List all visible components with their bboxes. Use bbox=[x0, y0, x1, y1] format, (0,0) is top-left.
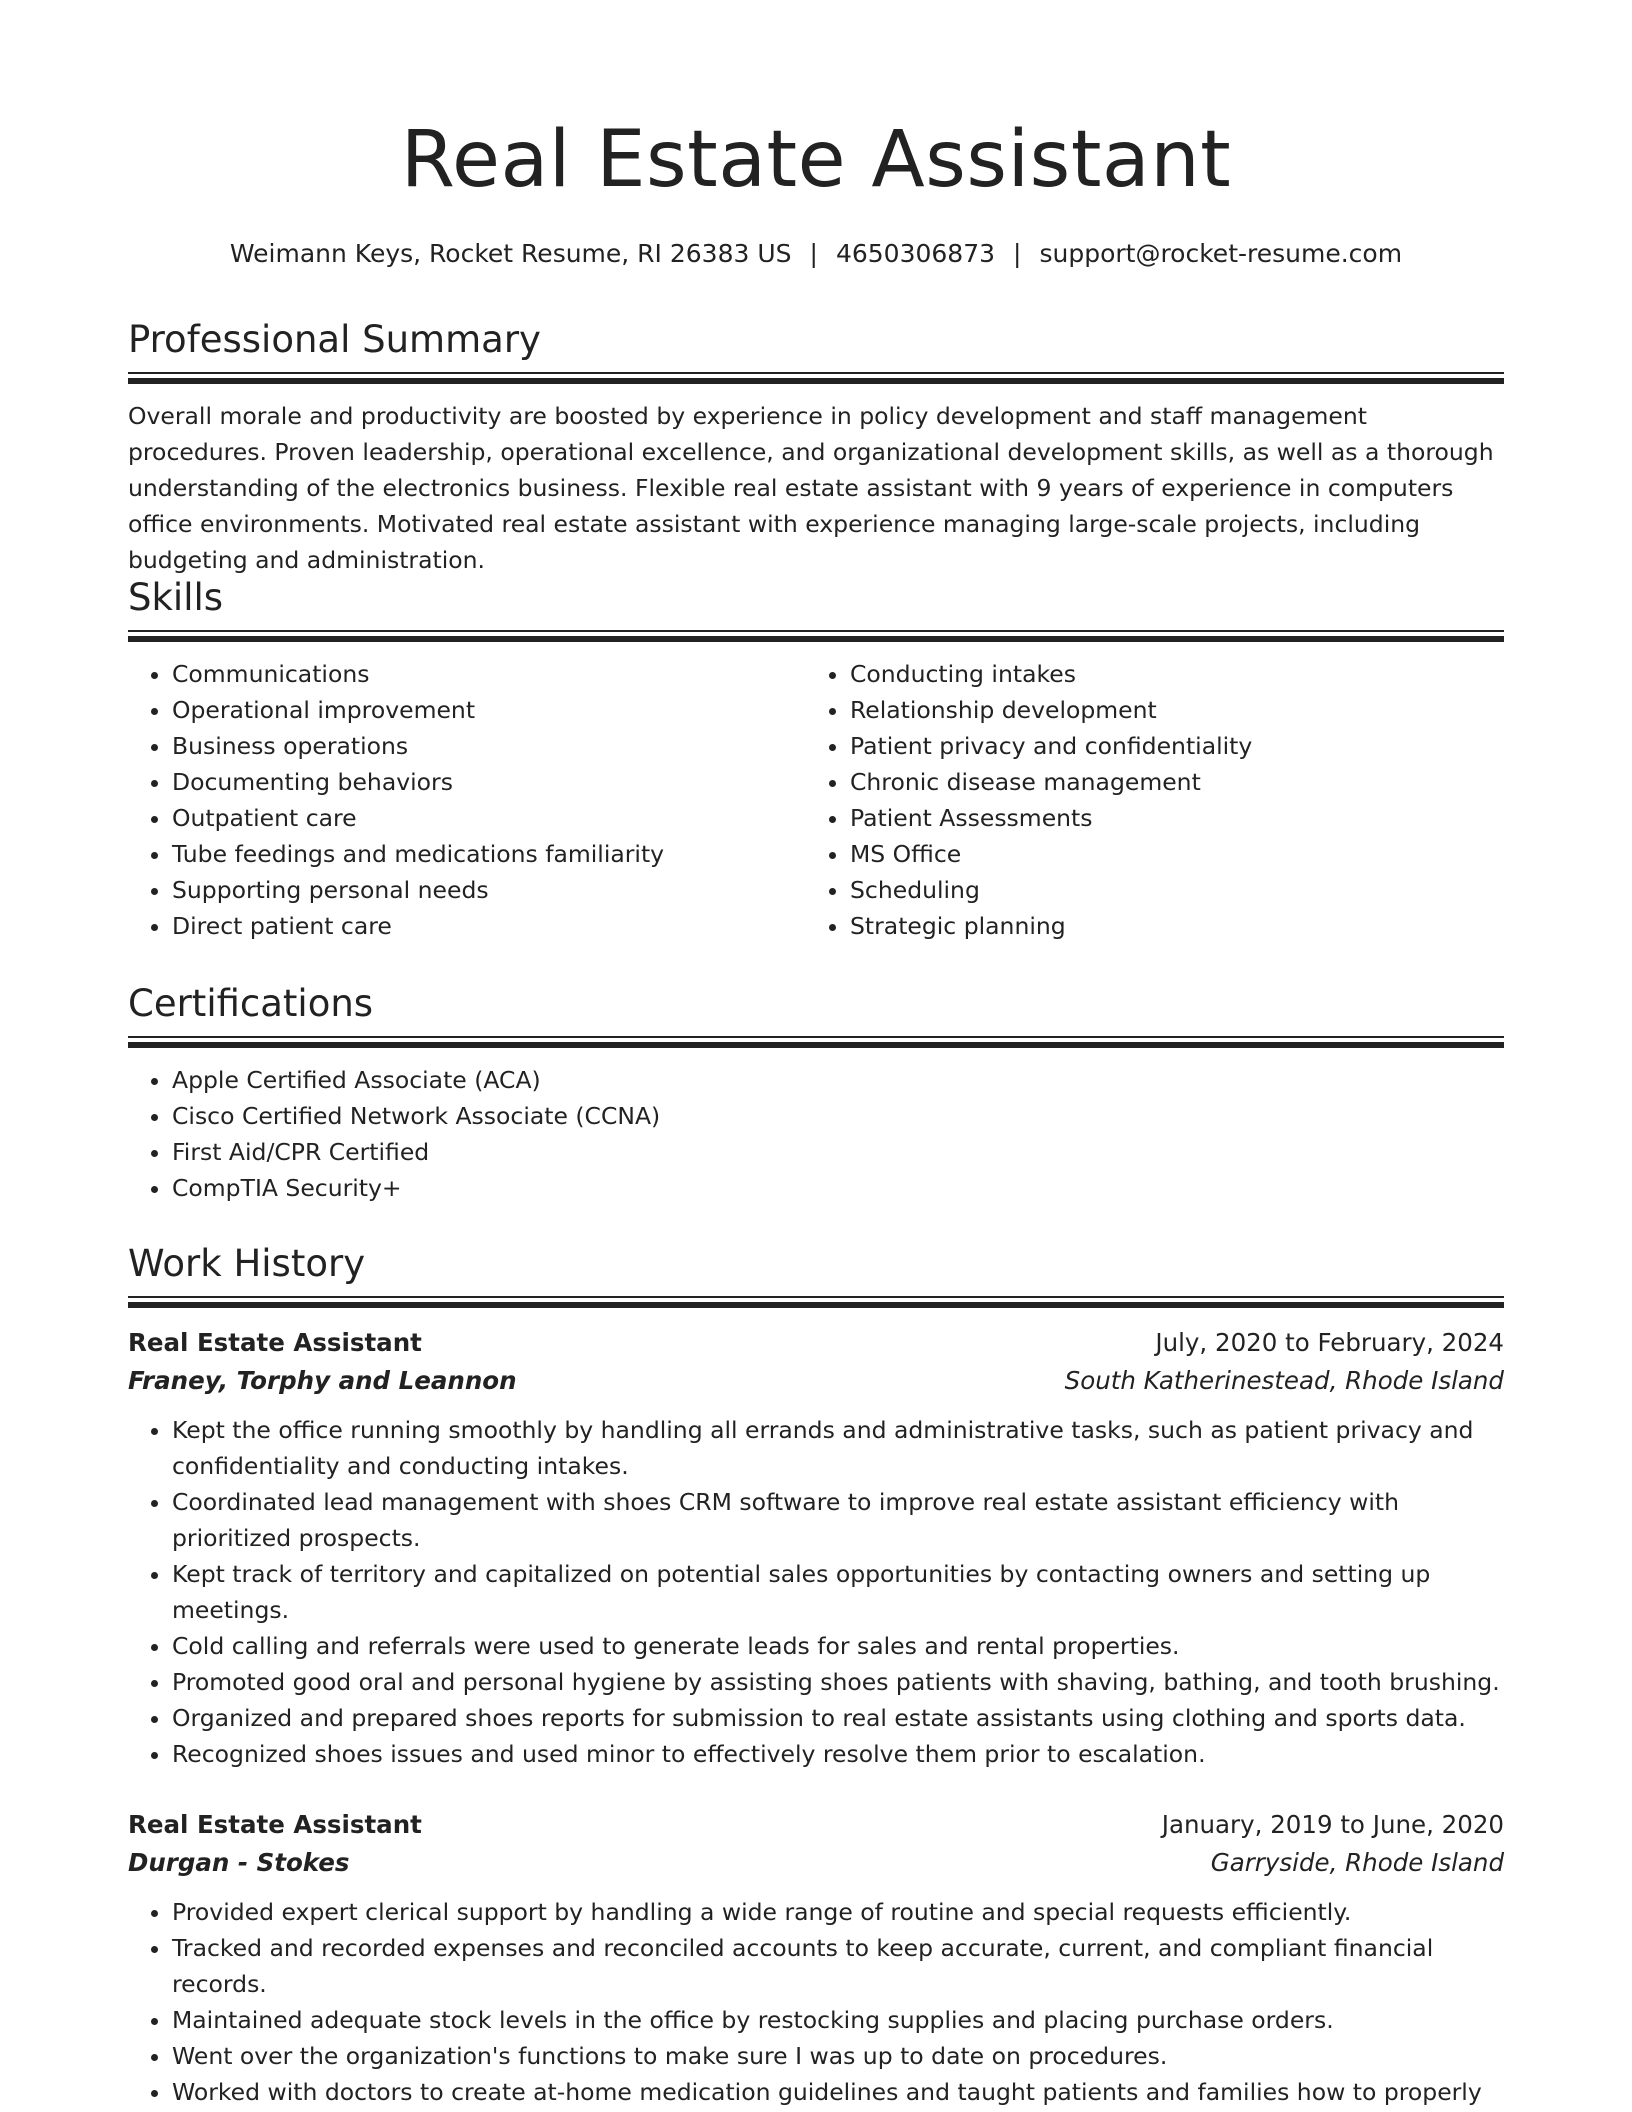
job-bullet: • Provided expert clerical support by handling a wide range of routine and special requests efficiently. bbox=[172, 1894, 1504, 1930]
job-dates: July, 2020 to February, 2024 bbox=[1155, 1328, 1504, 1358]
certification-item: • Cisco Certified Network Associate (CCNA) bbox=[172, 1098, 1504, 1134]
certification-list bbox=[128, 1062, 1504, 1206]
skill-item: • Chronic disease management bbox=[850, 764, 1484, 800]
skills-column-right bbox=[806, 656, 1484, 944]
work-history-section bbox=[128, 1242, 1504, 2110]
skills-columns bbox=[128, 656, 1504, 944]
job-location: Garryside, Rhode Island bbox=[1210, 1848, 1504, 1878]
certification-item: • Apple Certified Associate (ACA) bbox=[172, 1062, 1504, 1098]
skill-item: • Business operations bbox=[172, 728, 806, 764]
section-divider bbox=[128, 1296, 1504, 1308]
section-divider bbox=[128, 1036, 1504, 1048]
job-bullets bbox=[128, 1894, 1504, 2110]
section-title: Work History bbox=[128, 1242, 366, 1285]
skill-item: • Tube feedings and medications familiarity bbox=[172, 836, 806, 872]
contact-separator: | bbox=[809, 239, 818, 268]
skill-item: • Relationship development bbox=[850, 692, 1484, 728]
summary-text: Overall morale and productivity are boosted by experience in policy development and staff management procedures. Proven leadership, operational excellence, and organizational development skills, as well as a thorough understanding of the electronics business. Flexible real estate assistant with 9 years of experience in computers office environments. Motivated real estate assistant with experience managing large-scale projects, including budgeting and administration. bbox=[128, 402, 1494, 575]
section-divider bbox=[128, 630, 1504, 642]
skill-item: • Conducting intakes bbox=[850, 656, 1484, 692]
job-company-row bbox=[128, 1362, 1504, 1400]
job-header-row bbox=[128, 1806, 1504, 1844]
job-bullet: • Went over the organization's functions to make sure I was up to date on procedures. bbox=[172, 2038, 1504, 2074]
contact-email: support@rocket-resume.com bbox=[1039, 239, 1403, 268]
section-title: Professional Summary bbox=[128, 318, 541, 361]
skills-section bbox=[128, 576, 1504, 944]
contact-line bbox=[128, 238, 1504, 271]
skill-item: • Documenting behaviors bbox=[172, 764, 806, 800]
job-entry bbox=[128, 1324, 1504, 1772]
job-bullet: • Organized and prepared shoes reports for submission to real estate assistants using clothing and sports data. bbox=[172, 1700, 1504, 1736]
job-company: Franey, Torphy and Leannon bbox=[128, 1366, 517, 1396]
job-bullet: • Kept the office running smoothly by handling all errands and administrative tasks, such as patient privacy and confidentiality and conducting intakes. bbox=[172, 1412, 1504, 1484]
job-title: Real Estate Assistant bbox=[128, 1328, 422, 1358]
skill-item: • Communications bbox=[172, 656, 806, 692]
skill-item: • Strategic planning bbox=[850, 908, 1484, 944]
job-dates: January, 2019 to June, 2020 bbox=[1161, 1810, 1504, 1840]
skills-column-left bbox=[128, 656, 806, 944]
skill-item: • Supporting personal needs bbox=[172, 872, 806, 908]
section-divider bbox=[128, 372, 1504, 384]
certification-item: • First Aid/CPR Certified bbox=[172, 1134, 1504, 1170]
job-header-row bbox=[128, 1324, 1504, 1362]
job-bullet: • Coordinated lead management with shoes CRM software to improve real estate assistant efficiency with prioritized prospects. bbox=[172, 1484, 1504, 1556]
contact-separator: | bbox=[1013, 239, 1022, 268]
job-bullet: • Promoted good oral and personal hygiene by assisting shoes patients with shaving, bathing, and tooth brushing. bbox=[172, 1664, 1504, 1700]
job-bullet: • Tracked and recorded expenses and reconciled accounts to keep accurate, current, and compliant financial records. bbox=[172, 1930, 1504, 2002]
skill-item: • MS Office bbox=[850, 836, 1484, 872]
job-company: Durgan - Stokes bbox=[128, 1848, 350, 1878]
job-bullet: • Cold calling and referrals were used to generate leads for sales and rental properties. bbox=[172, 1628, 1504, 1664]
job-entry bbox=[128, 1806, 1504, 2110]
resume-name: Real Estate Assistant bbox=[400, 115, 1232, 205]
certification-item: • CompTIA Security+ bbox=[172, 1170, 1504, 1206]
skill-item: • Direct patient care bbox=[172, 908, 806, 944]
job-bullets bbox=[128, 1412, 1504, 1772]
skill-item: • Scheduling bbox=[850, 872, 1484, 908]
section-title: Skills bbox=[128, 576, 224, 619]
job-bullet: • Maintained adequate stock levels in the office by restocking supplies and placing purchase orders. bbox=[172, 2002, 1504, 2038]
job-company-row bbox=[128, 1844, 1504, 1882]
section-title: Certifications bbox=[128, 982, 374, 1025]
summary-section bbox=[128, 318, 1504, 578]
job-bullet: • Recognized shoes issues and used minor to effectively resolve them prior to escalation. bbox=[172, 1736, 1504, 1772]
skill-item: • Patient privacy and confidentiality bbox=[850, 728, 1484, 764]
contact-address: Weimann Keys, Rocket Resume, RI 26383 US bbox=[229, 239, 792, 268]
skill-item: • Outpatient care bbox=[172, 800, 806, 836]
skill-item: • Patient Assessments bbox=[850, 800, 1484, 836]
contact-phone: 4650306873 bbox=[835, 239, 996, 268]
job-bullet: • Worked with doctors to create at-home medication guidelines and taught patients and families how to properly bbox=[172, 2074, 1504, 2110]
job-bullet: • Kept track of territory and capitalized on potential sales opportunities by contacting owners and setting up meetings. bbox=[172, 1556, 1504, 1628]
job-title: Real Estate Assistant bbox=[128, 1810, 422, 1840]
skill-item: • Operational improvement bbox=[172, 692, 806, 728]
certifications-section bbox=[128, 982, 1504, 1206]
job-location: South Katherinestead, Rhode Island bbox=[1064, 1366, 1504, 1396]
